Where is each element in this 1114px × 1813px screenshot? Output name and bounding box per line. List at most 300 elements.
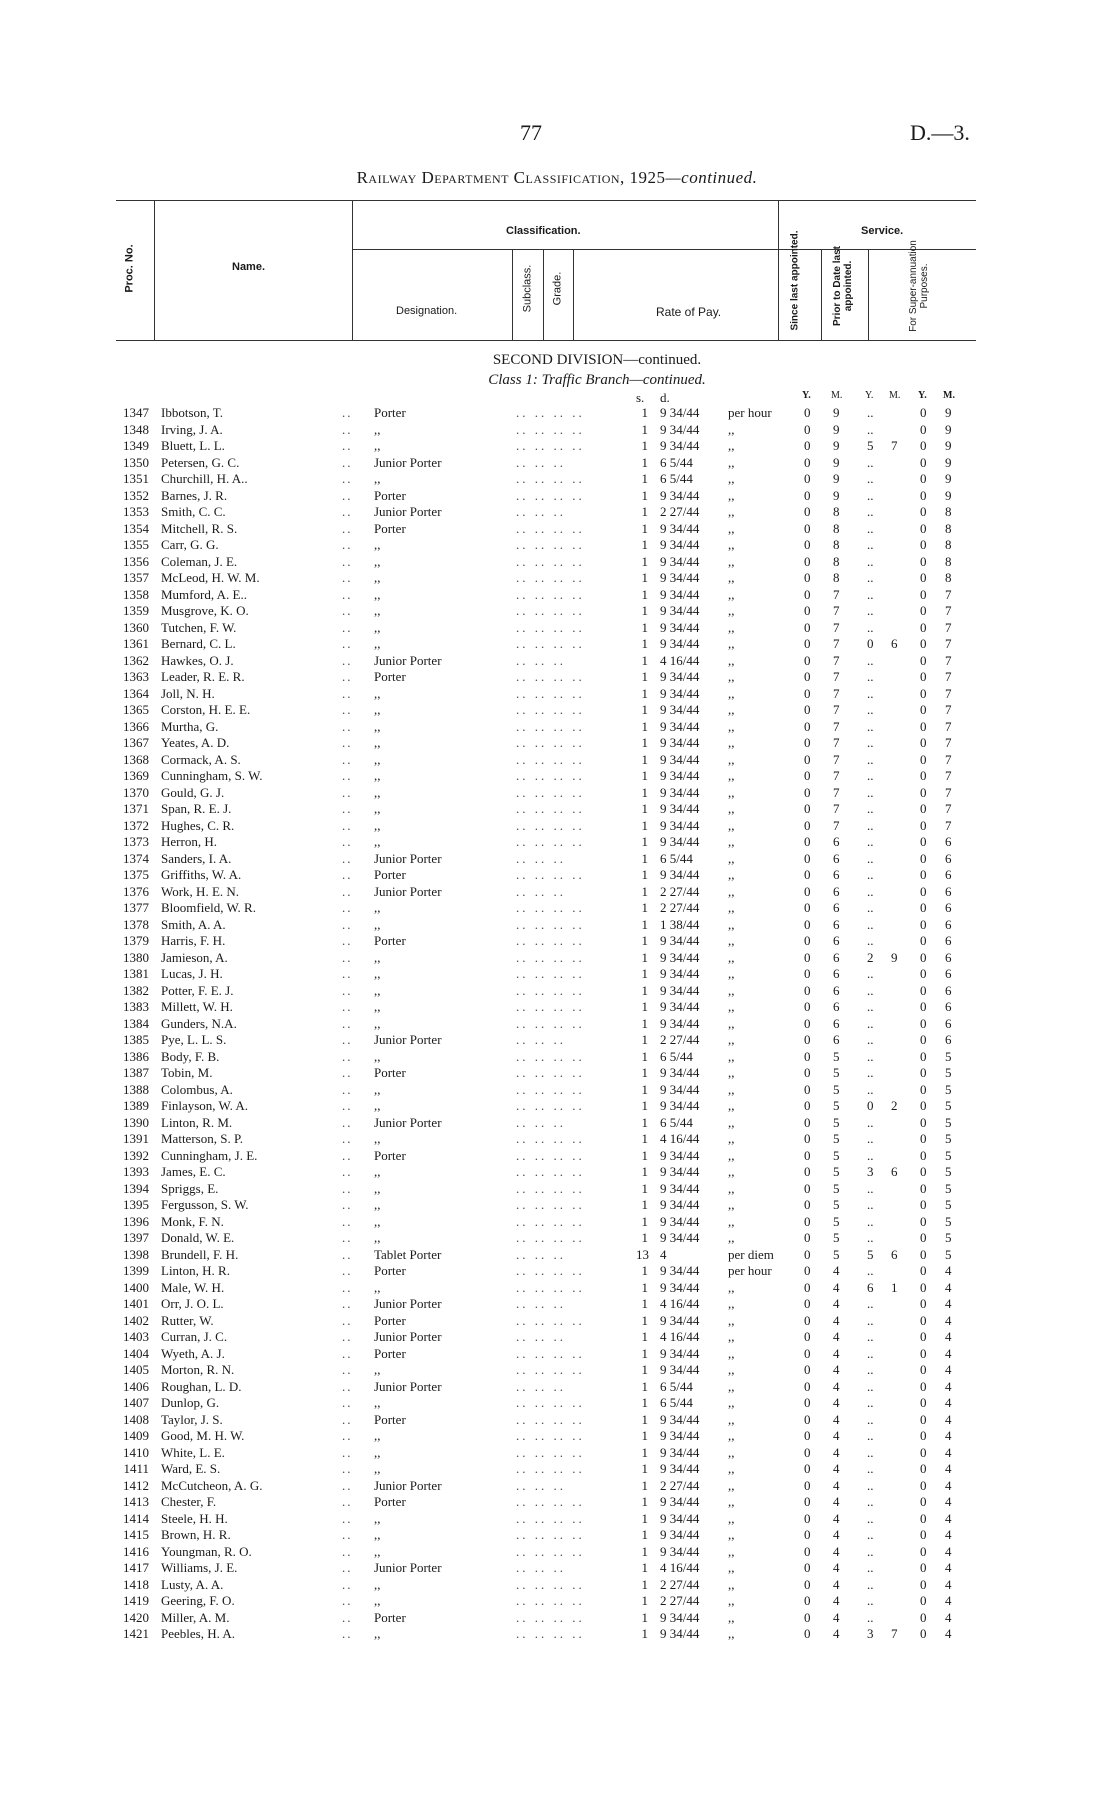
cell-d1: .. — [342, 1312, 353, 1328]
cell-m1: 5 — [833, 1213, 840, 1229]
cell-y1: 0 — [804, 405, 811, 420]
cell-d: 9 34/44 — [660, 834, 700, 849]
cell-m1: 5 — [833, 1114, 840, 1130]
cell-m1: 8 — [833, 553, 840, 569]
cell-d2: .. .. .. .. — [516, 718, 585, 734]
cell-unit: ,, — [728, 1477, 735, 1493]
cell-m3: 4 — [945, 1477, 952, 1493]
table-row — [0, 1032, 1114, 1049]
cell-y3: 0 — [920, 553, 927, 569]
cell-no: 1348 — [123, 421, 149, 437]
cell-d: 9 34/44 — [660, 1098, 700, 1113]
cell-d: 9 34/44 — [660, 520, 700, 536]
cell-name: Murtha, G. — [161, 718, 219, 734]
cell-name: Smith, A. A. — [161, 916, 226, 932]
cell-y3: 0 — [920, 900, 927, 915]
cell-y2: .. — [867, 1593, 874, 1608]
cell-d2: .. .. .. .. — [516, 636, 585, 651]
cell-m3: 5 — [945, 1246, 952, 1262]
cell-s: 1 — [641, 1444, 648, 1460]
cell-y2: .. — [867, 966, 874, 981]
table-row — [0, 1527, 1114, 1544]
cell-s: 1 — [641, 603, 648, 618]
cell-unit: ,, — [728, 603, 735, 618]
cell-name: Taylor, J. S. — [161, 1411, 223, 1427]
cell-m3: 6 — [945, 850, 952, 866]
cell-d2: .. .. .. .. — [516, 916, 585, 932]
cell-m3: 8 — [945, 537, 952, 552]
cell-no: 1418 — [123, 1576, 149, 1592]
cell-d2: .. .. .. .. — [516, 405, 585, 420]
cell-d2: .. .. .. .. — [516, 1411, 585, 1427]
cell-d1: .. — [342, 900, 353, 915]
cell-unit: ,, — [728, 850, 735, 866]
unit-y1: Y. — [802, 390, 811, 401]
cell-m1: 5 — [833, 1197, 840, 1212]
cell-desig: ,, — [374, 553, 381, 569]
cell-d2: .. .. .. — [516, 850, 566, 866]
table-row — [0, 1098, 1114, 1115]
cell-no: 1382 — [123, 982, 149, 998]
cell-y3: 0 — [920, 1032, 927, 1047]
unit-m1: M. — [831, 390, 843, 401]
cell-y2: .. — [867, 817, 874, 833]
cell-unit: ,, — [728, 1213, 735, 1229]
cell-s: 1 — [641, 1048, 648, 1064]
cell-d: 9 34/44 — [660, 405, 700, 420]
cell-d: 1 38/44 — [660, 916, 700, 932]
cell-y3: 0 — [920, 801, 927, 816]
table-row — [0, 1263, 1114, 1280]
cell-name: Cunningham, S. W. — [161, 768, 263, 783]
cell-name: Griffiths, W. A. — [161, 867, 242, 882]
cell-y3: 0 — [920, 735, 927, 750]
cell-y1: 0 — [804, 1510, 811, 1526]
cell-d2: .. .. .. .. — [516, 1230, 585, 1245]
cell-d: 9 34/44 — [660, 751, 700, 767]
page-title — [0, 168, 1114, 188]
cell-unit: ,, — [728, 1609, 735, 1625]
cell-y2: 2 — [867, 949, 874, 965]
cell-d2: .. .. .. .. — [516, 570, 585, 585]
cell-m3: 7 — [945, 669, 952, 684]
cell-m3: 7 — [945, 768, 952, 783]
cell-y1: 0 — [804, 1098, 811, 1113]
cell-y2: .. — [867, 751, 874, 767]
cell-m1: 4 — [833, 1461, 840, 1476]
table-row — [0, 1115, 1114, 1132]
cell-d1: .. — [342, 636, 353, 651]
cell-desig: ,, — [374, 784, 381, 800]
cell-no: 1403 — [123, 1329, 149, 1344]
cell-m1: 8 — [833, 537, 840, 552]
table-row — [0, 884, 1114, 901]
cell-name: Gunders, N.A. — [161, 1015, 237, 1031]
cell-name: Wyeth, A. J. — [161, 1345, 225, 1361]
cell-d: 9 34/44 — [660, 1411, 700, 1427]
cell-m1: 7 — [833, 801, 840, 816]
cell-y2: 0 — [867, 636, 874, 651]
cell-d: 9 34/44 — [660, 487, 700, 503]
table-row — [0, 1082, 1114, 1099]
cell-s: 1 — [641, 1230, 648, 1245]
cell-unit: ,, — [728, 916, 735, 932]
cell-y2: .. — [867, 471, 874, 486]
header-designation: Designation. — [396, 305, 458, 317]
cell-no: 1352 — [123, 487, 149, 503]
cell-y1: 0 — [804, 949, 811, 965]
cell-name: Potter, F. E. J. — [161, 982, 234, 998]
cell-d1: .. — [342, 685, 353, 701]
cell-y1: 0 — [804, 1131, 811, 1146]
cell-y3: 0 — [920, 702, 927, 717]
cell-m3: 6 — [945, 867, 952, 882]
cell-s: 1 — [641, 949, 648, 965]
cell-y2: .. — [867, 1362, 874, 1377]
cell-desig: ,, — [374, 801, 381, 816]
cell-d2: .. .. .. .. — [516, 784, 585, 800]
cell-m1: 6 — [833, 949, 840, 965]
cell-d: 6 5/44 — [660, 1048, 693, 1064]
cell-unit: ,, — [728, 1032, 735, 1047]
table-row — [0, 603, 1114, 620]
cell-d1: .. — [342, 1494, 353, 1509]
cell-d2: .. .. .. .. — [516, 801, 585, 816]
cell-unit: ,, — [728, 1164, 735, 1179]
division-heading: SECOND DIVISION—continued. — [492, 352, 702, 368]
cell-s: 1 — [641, 900, 648, 915]
cell-desig: ,, — [374, 1180, 381, 1196]
cell-m3: 7 — [945, 735, 952, 750]
cell-d2: .. .. .. .. — [516, 768, 585, 783]
cell-d: 9 34/44 — [660, 1279, 700, 1295]
cell-s: 1 — [641, 1081, 648, 1097]
cell-unit: ,, — [728, 900, 735, 915]
cell-desig: Junior Porter — [374, 1560, 442, 1575]
cell-name: James, E. C. — [161, 1164, 226, 1179]
cell-s: 1 — [641, 669, 648, 684]
cell-y3: 0 — [920, 1411, 927, 1427]
header-subclass: Subclass. — [521, 264, 534, 313]
cell-d2: .. .. .. .. — [516, 1543, 585, 1559]
cell-desig: Junior Porter — [374, 1378, 442, 1394]
cell-d1: .. — [342, 1477, 353, 1493]
cell-d2: .. .. .. .. — [516, 1213, 585, 1229]
cell-d: 9 34/44 — [660, 1428, 700, 1443]
cell-s: 1 — [641, 1114, 648, 1130]
cell-d2: .. .. .. — [516, 1296, 566, 1311]
cell-d2: .. .. .. .. — [516, 933, 585, 948]
cell-d1: .. — [342, 1114, 353, 1130]
cell-d: 9 34/44 — [660, 685, 700, 701]
cell-unit: per diem — [728, 1246, 774, 1262]
cell-y1: 0 — [804, 916, 811, 932]
cell-no: 1370 — [123, 784, 149, 800]
table-row — [0, 1214, 1114, 1231]
cell-m3: 6 — [945, 999, 952, 1014]
cell-unit: ,, — [728, 883, 735, 899]
cell-name: Youngman, R. O. — [161, 1543, 252, 1559]
cell-name: Lucas, J. H. — [161, 966, 223, 981]
cell-d2: .. .. .. .. — [516, 1444, 585, 1460]
cell-d2: .. .. .. .. — [516, 900, 585, 915]
cell-unit: ,, — [728, 504, 735, 519]
cell-y2: .. — [867, 1477, 874, 1493]
cell-unit: ,, — [728, 487, 735, 503]
cell-y2: .. — [867, 1609, 874, 1625]
cell-s: 1 — [641, 1015, 648, 1031]
cell-m1: 9 — [833, 487, 840, 503]
table-row — [0, 1049, 1114, 1066]
cell-unit: ,, — [728, 1494, 735, 1509]
cell-y2: .. — [867, 421, 874, 437]
cell-s: 1 — [641, 1461, 648, 1476]
cell-d1: .. — [342, 520, 353, 536]
cell-s: 1 — [641, 1543, 648, 1559]
table-row — [0, 768, 1114, 785]
cell-y3: 0 — [920, 603, 927, 618]
table-row — [0, 1296, 1114, 1313]
cell-m3: 9 — [945, 471, 952, 486]
cell-s: 1 — [641, 817, 648, 833]
cell-unit: ,, — [728, 1312, 735, 1328]
cell-name: Spriggs, E. — [161, 1180, 219, 1196]
cell-d: 4 16/44 — [660, 1329, 700, 1344]
cell-y3: 0 — [920, 504, 927, 519]
cell-d1: .. — [342, 1131, 353, 1146]
cell-name: Carr, G. G. — [161, 537, 219, 552]
cell-m1: 5 — [833, 1164, 840, 1179]
cell-s: 1 — [641, 751, 648, 767]
cell-m1: 8 — [833, 570, 840, 585]
cell-d: 9 34/44 — [660, 669, 700, 684]
cell-d1: .. — [342, 471, 353, 486]
table-row — [0, 570, 1114, 587]
cell-y2: .. — [867, 1230, 874, 1245]
cell-m1: 4 — [833, 1543, 840, 1559]
cell-y2: .. — [867, 487, 874, 503]
cell-y3: 0 — [920, 1230, 927, 1245]
cell-m2: 6 — [891, 636, 898, 651]
cell-s: 1 — [641, 1329, 648, 1344]
table-row — [0, 1164, 1114, 1181]
staff-table — [0, 405, 1114, 1643]
table-row — [0, 1494, 1114, 1511]
cell-y1: 0 — [804, 1609, 811, 1625]
table-row — [0, 1560, 1114, 1577]
cell-unit: ,, — [728, 999, 735, 1014]
cell-m1: 9 — [833, 405, 840, 420]
cell-desig: ,, — [374, 438, 381, 453]
cell-y2: .. — [867, 1197, 874, 1212]
cell-d: 9 34/44 — [660, 949, 700, 965]
cell-s: 1 — [641, 586, 648, 602]
cell-d1: .. — [342, 1032, 353, 1047]
table-row — [0, 818, 1114, 835]
cell-y3: 0 — [920, 883, 927, 899]
cell-s: 1 — [641, 570, 648, 585]
cell-d1: .. — [342, 1593, 353, 1608]
cell-desig: Porter — [374, 1345, 406, 1361]
cell-d1: .. — [342, 1081, 353, 1097]
cell-d2: .. .. .. .. — [516, 1048, 585, 1064]
cell-name: Brundell, F. H. — [161, 1246, 239, 1262]
cell-name: Yeates, A. D. — [161, 735, 230, 750]
cell-y1: 0 — [804, 1164, 811, 1179]
cell-unit: ,, — [728, 1180, 735, 1196]
cell-y3: 0 — [920, 438, 927, 453]
cell-m1: 7 — [833, 603, 840, 618]
cell-y1: 0 — [804, 669, 811, 684]
cell-d2: .. .. .. .. — [516, 702, 585, 717]
cell-d1: .. — [342, 1296, 353, 1311]
cell-y1: 0 — [804, 619, 811, 635]
cell-y3: 0 — [920, 454, 927, 470]
cell-m3: 6 — [945, 834, 952, 849]
cell-no: 1401 — [123, 1296, 149, 1311]
cell-y2: .. — [867, 1032, 874, 1047]
cell-no: 1371 — [123, 801, 149, 816]
cell-name: Dunlop, G. — [161, 1395, 220, 1410]
cell-unit: ,, — [728, 1461, 735, 1476]
cell-m3: 5 — [945, 1180, 952, 1196]
cell-y2: .. — [867, 1147, 874, 1163]
cell-no: 1367 — [123, 735, 149, 750]
cell-m1: 4 — [833, 1395, 840, 1410]
cell-no: 1400 — [123, 1279, 149, 1295]
cell-unit: ,, — [728, 586, 735, 602]
cell-no: 1407 — [123, 1395, 149, 1410]
table-row — [0, 455, 1114, 472]
cell-s: 1 — [641, 768, 648, 783]
cell-s: 1 — [641, 1032, 648, 1047]
cell-m3: 6 — [945, 1032, 952, 1047]
cell-d2: .. .. .. .. — [516, 1494, 585, 1509]
cell-m3: 7 — [945, 586, 952, 602]
table-header — [116, 200, 976, 341]
cell-y3: 0 — [920, 487, 927, 503]
cell-desig: Porter — [374, 405, 406, 420]
cell-d1: .. — [342, 1576, 353, 1592]
cell-no: 1392 — [123, 1147, 149, 1163]
cell-name: Lusty, A. A. — [161, 1576, 224, 1592]
cell-d2: .. .. .. .. — [516, 1147, 585, 1163]
cell-no: 1355 — [123, 537, 149, 552]
cell-unit: ,, — [728, 570, 735, 585]
cell-name: Tobin, M. — [161, 1065, 213, 1080]
cell-s: 1 — [641, 933, 648, 948]
cell-d: 4 16/44 — [660, 652, 700, 668]
cell-y2: .. — [867, 1114, 874, 1130]
cell-d2: .. .. .. .. — [516, 1527, 585, 1542]
table-row — [0, 1610, 1114, 1627]
cell-s: 1 — [641, 504, 648, 519]
cell-d1: .. — [342, 1263, 353, 1278]
cell-y2: .. — [867, 1428, 874, 1443]
cell-name: Petersen, G. C. — [161, 454, 240, 470]
cell-y2: .. — [867, 1015, 874, 1031]
table-row — [0, 620, 1114, 637]
cell-m1: 6 — [833, 999, 840, 1014]
cell-m2: 1 — [891, 1279, 898, 1295]
cell-y1: 0 — [804, 520, 811, 536]
cell-y1: 0 — [804, 1048, 811, 1064]
cell-m3: 4 — [945, 1560, 952, 1575]
cell-d: 9 34/44 — [660, 1362, 700, 1377]
cell-y1: 0 — [804, 1279, 811, 1295]
cell-d2: .. .. .. .. — [516, 1180, 585, 1196]
cell-m1: 5 — [833, 1180, 840, 1196]
cell-no: 1379 — [123, 933, 149, 948]
cell-d: 9 34/44 — [660, 1065, 700, 1080]
cell-d: 6 5/44 — [660, 1395, 693, 1410]
cell-d1: .. — [342, 801, 353, 816]
cell-y3: 0 — [920, 850, 927, 866]
cell-desig: Porter — [374, 1494, 406, 1509]
cell-desig: Porter — [374, 1609, 406, 1625]
cell-y1: 0 — [804, 1378, 811, 1394]
cell-m3: 7 — [945, 619, 952, 635]
cell-y3: 0 — [920, 1098, 927, 1113]
cell-y3: 0 — [920, 1131, 927, 1146]
cell-name: Musgrove, K. O. — [161, 603, 249, 618]
cell-desig: ,, — [374, 586, 381, 602]
cell-d1: .. — [342, 1609, 353, 1625]
cell-y2: .. — [867, 982, 874, 998]
cell-d: 9 34/44 — [660, 966, 700, 981]
cell-d: 9 34/44 — [660, 1494, 700, 1509]
cell-y1: 0 — [804, 487, 811, 503]
cell-y2: .. — [867, 867, 874, 882]
cell-desig: ,, — [374, 768, 381, 783]
cell-s: 1 — [641, 520, 648, 536]
cell-m1: 4 — [833, 1296, 840, 1311]
cell-y2: .. — [867, 669, 874, 684]
cell-no: 1394 — [123, 1180, 149, 1196]
cell-d1: .. — [342, 999, 353, 1014]
cell-y2: .. — [867, 1444, 874, 1460]
cell-desig: ,, — [374, 1362, 381, 1377]
cell-no: 1395 — [123, 1197, 149, 1212]
cell-s: 1 — [641, 999, 648, 1014]
cell-y2: .. — [867, 603, 874, 618]
cell-m3: 4 — [945, 1444, 952, 1460]
cell-y3: 0 — [920, 1263, 927, 1278]
unit-m3: M. — [943, 390, 955, 401]
cell-d1: .. — [342, 1461, 353, 1476]
cell-d1: .. — [342, 817, 353, 833]
cell-m3: 7 — [945, 685, 952, 701]
cell-unit: ,, — [728, 751, 735, 767]
cell-desig: ,, — [374, 1395, 381, 1410]
cell-d: 9 34/44 — [660, 1626, 700, 1641]
cell-m3: 4 — [945, 1461, 952, 1476]
cell-y3: 0 — [920, 520, 927, 536]
cell-m1: 4 — [833, 1576, 840, 1592]
cell-no: 1385 — [123, 1032, 149, 1047]
cell-y2: .. — [867, 933, 874, 948]
cell-name: Mitchell, R. S. — [161, 520, 238, 536]
units-row — [0, 390, 1114, 406]
class-heading: Class 1: Traffic Branch—continued. — [488, 372, 706, 388]
cell-y1: 0 — [804, 1065, 811, 1080]
cell-name: Fergusson, S. W. — [161, 1197, 249, 1212]
cell-d2: .. .. .. .. — [516, 735, 585, 750]
cell-m1: 5 — [833, 1065, 840, 1080]
cell-d1: .. — [342, 1543, 353, 1559]
cell-no: 1406 — [123, 1378, 149, 1394]
table-row — [0, 1379, 1114, 1396]
